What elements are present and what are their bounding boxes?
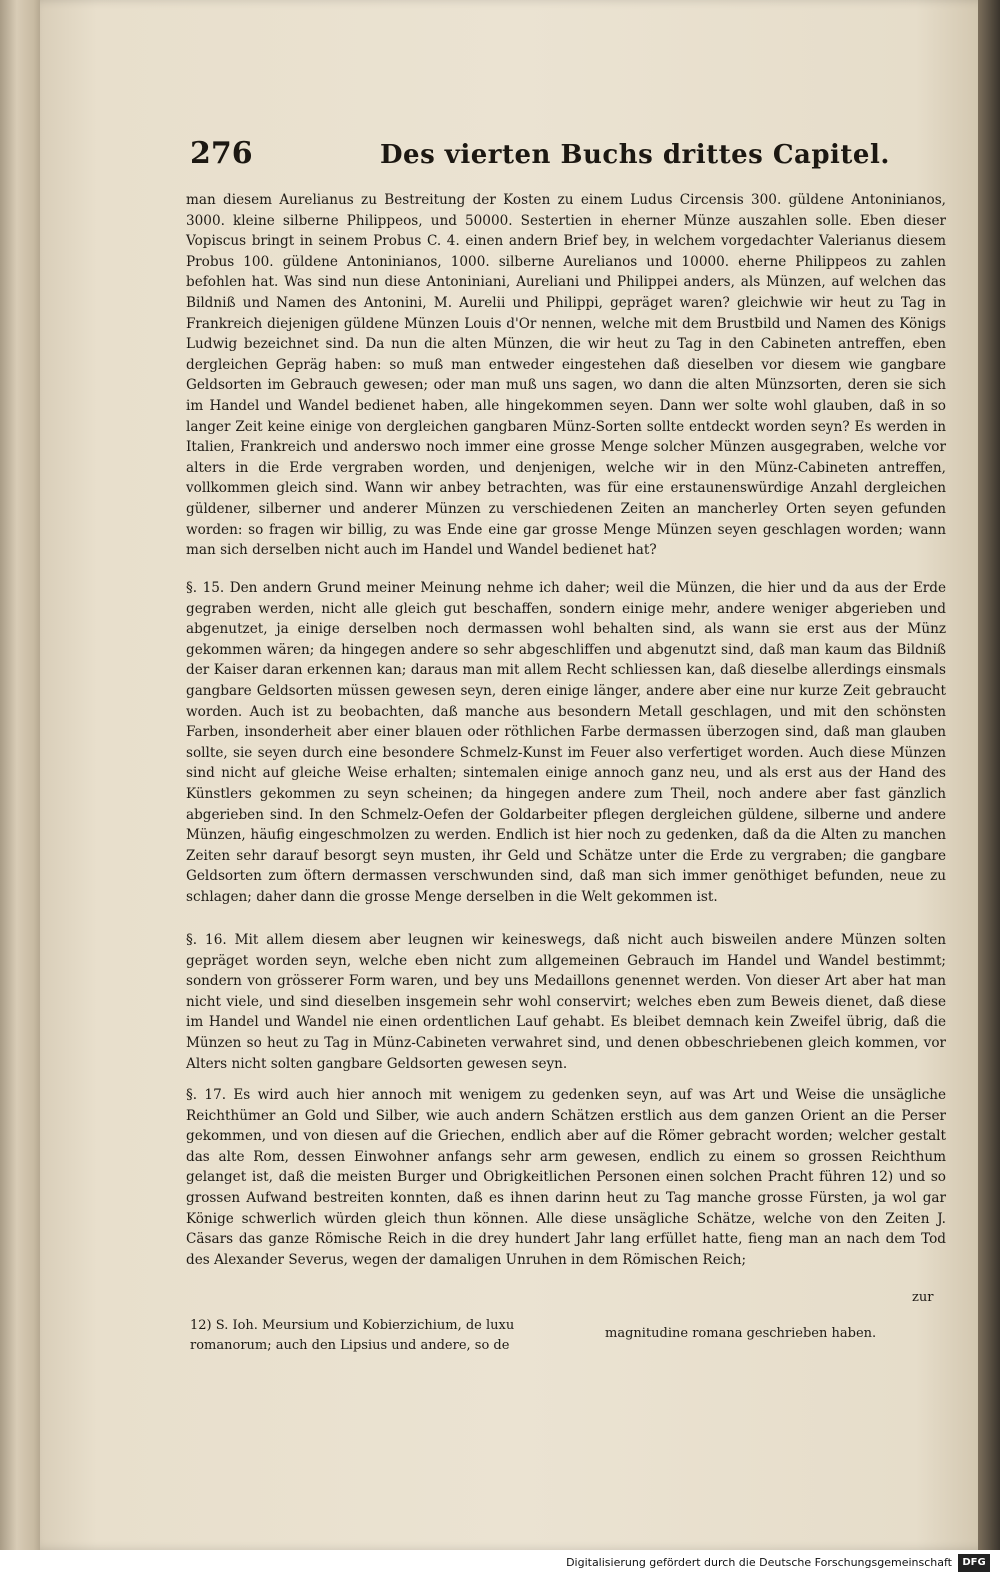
funding-credit: Digitalisierung gefördert durch die Deutsche Forschungsgemeinschaft <box>566 1556 952 1569</box>
catchword: zur <box>912 1290 934 1305</box>
footnote-right: magnitudine romana geschrieben haben. <box>605 1326 877 1341</box>
paragraph-text: §. 17. Es wird auch hier annoch mit wenigem zu gedenken seyn, auf was Art und Weise die unsägliche Reichthümer an Gold und Silber, wie auch andern Schätzen erstlich aus dem ganzen Orient an die Perser gekommen, und von diesen auf die Griechen, endlich aber auf die Römer gebracht worden; welcher gestalt das alte Rom, dessen Einwohner anfangs sehr arm gewesen, endlich zu einem so grossen Reichthum gelanget ist, daß die meisten Burger und Obrigkeitlichen Personen einen solchen Pracht führen 12) und so grossen Aufwand bestreiten konnten, daß es ihnen darinn heut zu Tag manche grosse Fürsten, ja wol gar Könige schwerlich würden gleich thun können. Alle diese unsägliche Schätze, welche von den Zeiten J. Cäsars das ganze Römische Reich in die drey hundert Jahr lang erfüllet hatte, fieng man an nach dem Tod des Alexander Severus, wegen der damaligen Unruhen in dem Römischen Reich; <box>186 1087 946 1268</box>
paragraph-text: man diesem Aurelianus zu Bestreitung der Kosten zu einem Ludus Circensis 300. güldene Antoninianos, 3000. kleine silberne Philippeos, und 50000. Sestertien in eherner Münze auszahlen solle. Eben dieser Vopiscus bringt in seinem Probus C. 4. einen andern Brief bey, in welchem vorgedachter Valerianus diesem Probus 100. güldene Antoninianos, 1000. silberne Aurelianos und 10000. eherne Philippeos zu zahlen befohlen hat. Was sind nun diese Antoniniani, Aureliani und Philippei anders, als Münzen, auf welchen das Bildniß und Namen des Antonini, M. Aurelii und Philippi, gepräget waren? gleichwie wir heut zu Tag in Frankreich diejenigen güldene Münzen Louis d'Or nennen, welche mit dem Brustbild und Namen des Königs Ludwig bezeichnet sind. Da nun die alten Münzen, die wir heut zu Tag in den Cabineten antreffen, eben dergleichen Gepräg haben: so muß man entweder eingestehen daß dieselben vor diesem wie gangbare Geldsorten im Gebrauch gewesen; oder man muß uns sagen, wo dann die alten Münzsorten, deren sie sich im Handel und Wandel bedienet haben, alle hingekommen seyen. Dann wer solte wohl glauben, daß in so langer Zeit keine einige von dergleichen gangbaren Münz-Sorten sollte entdeckt worden seyn? Es werden in Italien, Frankreich und anderswo noch immer eine grosse Menge solcher Münzen ausgegraben, welche vor alters in die Erde vergraben worden, und denjenigen, welche wir in den Münz-Cabineten antreffen, vollkommen gleich sind. Wann wir anbey betrachten, was für eine erstaunenswürdige Anzahl dergleichen güldener, silberner und anderer Münzen zu verschiedenen Zeiten an mancherley Orten seyen gefunden worden: so fragen wir billig, zu was Ende eine gar grosse Menge Münzen seyen geschlagen worden; wann man sich derselben nicht auch im Handel und Wandel bedienet hat? <box>186 192 946 559</box>
dfg-logo: DFG <box>958 1554 990 1572</box>
paragraph-section-16 <box>186 930 946 1074</box>
paragraph-continuation <box>186 190 946 561</box>
paragraph-text: §. 15. Den andern Grund meiner Meinung nehme ich daher; weil die Münzen, die hier und da aus der Erde gegraben werden, nicht alle gleich gut beschaffen, sondern einige mehr, andere weniger abgerieben und abgenutzet, ja einige derselben noch dermassen wohl behalten sind, als wann sie erst aus der Münz gekommen wären; da hingegen andere so sehr abgeschliffen und abgenutzt sind, daß man kaum das Bildniß der Kaiser daran erkennen kan; daraus man mit allem Recht schliessen kan, daß dieselbe allerdings einsmals gangbare Geldsorten müssen gewesen seyn, deren einige länger, andere aber eine nur kurze Zeit gebraucht worden. Auch ist zu beobachten, daß manche aus besondern Metall geschlagen, und mit den schönsten Farben, insonderheit aber einer blauen oder röthlichen Farbe dermassen überzogen sind, daß man glauben sollte, sie seyen durch eine besondere Schmelz-Kunst im Feuer also verfertiget worden. Auch diese Münzen sind nicht auf gleiche Weise erhalten; sintemalen einige annoch ganz neu, und als erst aus der Hand des Künstlers gekommen zu seyn scheinen; da hingegen andere zum Theil, noch andere aber fast gänzlich abgerieben sind. In den Schmelz-Oefen der Goldarbeiter pflegen dergleichen güldene, silberne und andere Münzen, häufig eingeschmolzen zu werden. Endlich ist hier noch zu gedenken, daß da die Alten zu manchen Zeiten sehr darauf besorgt seyn musten, ihr Geld und Schätze unter die Erde zu vergraben; die gangbare Geldsorten zum öftern dermassen verschwunden sind, daß man sich immer genöthiget befunden, neue zu schlagen; daher dann die grosse Menge derselben in die Welt gekommen ist. <box>186 580 946 905</box>
paragraph-section-15 <box>186 578 946 908</box>
book-gutter-shadow <box>978 0 1000 1550</box>
running-title: Des vierten Buchs drittes Capitel. <box>380 140 890 170</box>
paragraph-text: §. 16. Mit allem diesem aber leugnen wir keineswegs, daß nicht auch bisweilen andere Münzen solten gepräget worden seyn, welche eben nicht zum allgemeinen Gebrauch im Handel und Wandel bestimmt; sondern von grösserer Form waren, und bey uns Medaillons genennet werden. Von dieser Art aber hat man nicht viele, und sind dieselben insgemein sehr wohl conservirt; welches eben zum Beweis dienet, daß diese im Handel und Wandel nie einen ordentlichen Lauf gehabt. Es bleibet demnach kein Zweifel übrig, daß die Münzen so heut zu Tag in Münz-Cabineten verwahret sind, und denen obbeschriebenen gleich kommen, vor Alters nicht solten gangbare Geldsorten gewesen seyn. <box>186 932 946 1072</box>
page-header <box>190 136 950 184</box>
paragraph-section-17 <box>186 1085 946 1270</box>
footnote-left: 12) S. Ioh. Meursium und Kobierzichium, de luxu romanorum; auch den Lipsius und andere, so de <box>190 1318 515 1353</box>
page-number: 276 <box>190 136 253 171</box>
